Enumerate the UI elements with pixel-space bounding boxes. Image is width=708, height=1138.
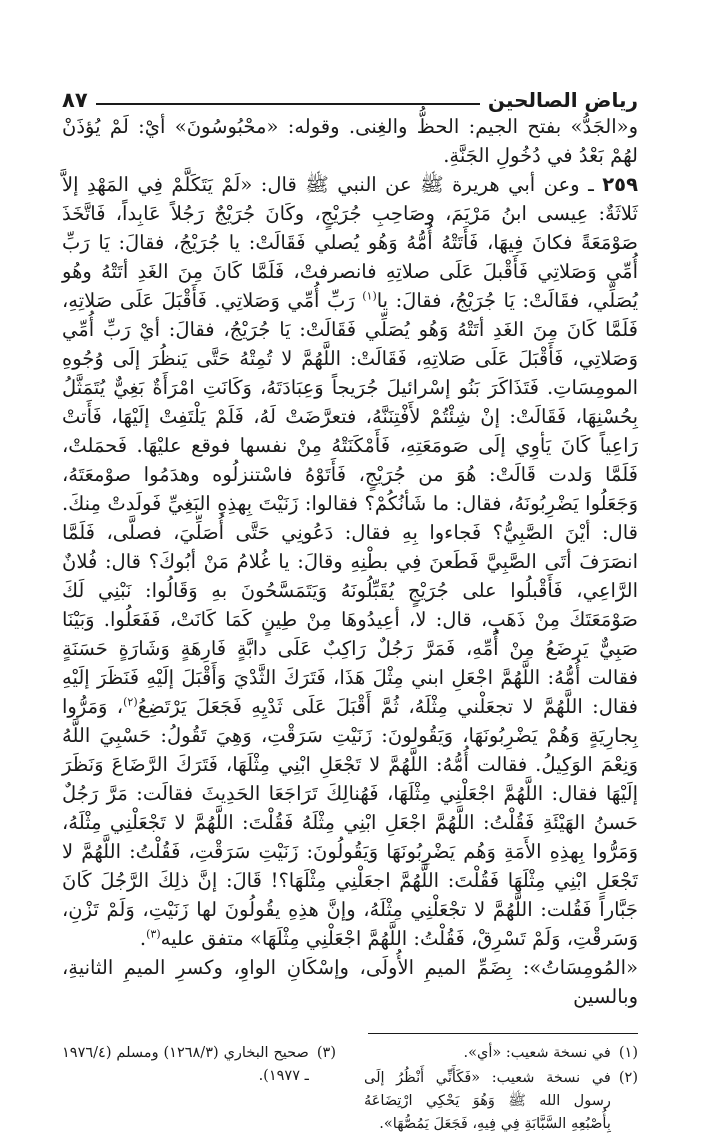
footnote-ref-3[interactable]: (٣) [146, 927, 161, 941]
hadith-text-part-4: . [139, 927, 147, 950]
page-number: ٨٧ [62, 88, 88, 112]
hadith-text-part-2: رَبِّ أُمِّي وَصَلاتِي. فَأَقْبَلَ عَلَى صَلاتِهِ، فَلَمَّا كَانَ مِنَ الغَدِ أتَتْهُ وَهُو يُصَلِّي فَقَالَتْ: يَا جُرَيْجُ، فقالَ: أيْ رَبِّ أُمِّي وَصَلاتِي، فَأَقْبَلَ عَلَى صَلاتِهِ، فَقَالَتْ: اللَّهُمَّ لا تُمِتْهُ حَتَّى يَنظُرَ إلَى وُجُوهِ المومِسَاتِ. فَتَذَاكَرَ بَنُو إسْرائيلَ جُرَيجاً وَعِبَادَتَهُ، وَكَانَتِ امْرَأَةٌ بَغِيٌّ يُتَمَثَّلُ بِحُسْنِهَا، فَقَالَتْ: إنْ شِئْتُمْ لأَفْتِنَنَّهُ، فتعرَّضَتْ لَهُ، فَلَمْ يَلْتَفِتْ إلَيْهَا، فَأَتتْ رَاعِياً كَانَ يَأوِي إلَى صَومَعَتِهِ، فَأَمْكَنَتْهُ مِنْ نفسها فوقع عليْهَا. فَحمَلتْ، فَلَمَّا وَلدت قَالَتْ: هُوَ من جُرَيْجٍ، فَأَتَوْهُ فاسْتنزلُوه وهدَمُوا صوْمعَتَهُ، وَجَعَلُوا يَضْرِبُونَهُ، فقال: ما شَأنُكُمْ؟ فقالوا: زَنَيْتَ بِهذِهِ البَغِيِّ فَولَدتْ مِنكَ. قال: أيْنَ الصَّبِيُّ؟ فَجاءوا بِهِ فقال: دَعُونِي حَتَّى أُصَلِّيَ، فصلَّى، فَلَمَّا انصَرَفَ أتَى الصَّبِيَّ فَطَعنَ فِي بطْنِهِ وقالَ: يا غُلامُ مَنْ أبُوكَ؟ قال: فُلانٌ الرَّاعِي، فَأَقْبلُوا على جُرَيْجٍ يُقَبِّلُونَهُ وَيَتَمَسَّحُونَ بهِ وَقَالُوا: نَبْنِي لَكَ صَوْمَعَتَكَ مِنْ ذَهَبٍ، قال: لا، أعِيدُوهَا مِنْ طِينٍ كَمَا كَانَتْ، فَفَعَلُوا. وَبَيْنَا صَبِيٌّ يَرضَعُ مِنْ أُمِّهِ، فَمَرَّ رَجُلٌ رَاكِبٌ عَلَى دابَّةٍ فَارِهَةٍ وَشَارَةٍ حَسَنَةٍ فقالت أُمُّهُ: اللَّهُمَّ اجْعَلِ ابني مِثْلَ هَذَا، فَتَرَكَ الثَّدْيَ وَأَقْبَلَ إلَيْهِ فَنَظَرَ إلَيْهِ فقال: اللَّهُمَّ لا تجعَلْني مِثْلَهُ، ثُمَّ أَقْبَلَ عَلَى ثَدْيِهِ فَجَعَلَ يَرْتَضِعُ [62, 289, 638, 718]
page-header [62, 78, 638, 112]
footnote-1-number: (١) [618, 1045, 638, 1061]
footnote-3-text: صحيح البخاري (١٢٦٨/٣) ومسلم (١٩٧٦/٤ ـ ١٩٧٧). [62, 1045, 309, 1084]
gloss-paragraph-1: و«الجَدُّ» بفتح الجيم: الحظُّ والغِنى. وقوله: «محْبُوسُونَ» أيْ: لَمْ يُؤذَنْ لهُمْ بَعْدُ في دُخُولِ الجَنَّةِ. [62, 115, 638, 167]
footnote-3 [62, 1042, 336, 1088]
footnotes [62, 1042, 638, 1138]
footnotes-column-left [62, 1042, 336, 1138]
hadith-text-part-3: ، وَمَرُّوا بِجارِيَةٍ وَهُمْ يَضْرِبُونَهَا، وَيَقُولونَ: زَنَيْتِ سَرَقْتِ، وَهِيَ تَقُولُ: حَسْبِيَ اللَّهُ وَنِعْمَ الوَكِيلُ. فقالت أُمُّهُ: اللَّهُمَّ لا تَجْعَلِ ابْنِي مِثْلَهَا، فَتَرَكَ الرَّضَاعَ وَنَظَرَ إلَيْهَا فقال: اللَّهُمَّ اجْعَلْنِي مِثْلَهَا، فَهُنالِكَ تَرَاجَعَا الحَدِيثَ فقالَت: مَرَّ رَجُلٌ حَسنُ الهَيْئَةِ فَقُلْتُ: اللَّهُمَّ اجْعَلِ ابْنِي مِثْلَهُ فَقُلْتَ: اللَّهُمَّ لا تَجْعَلْنِي مِثْلَهُ، وَمَرُّوا بِهذِهِ الأَمَةِ وَهُم يَضْرِبُونَهَا وَيَقُولُونَ: زَنَيْتِ سَرَقْتِ، فَقُلْتُ: اللَّهُمَّ لا تَجْعَلِ ابْنِي مِثْلَهَا فَقُلْتَ: اللَّهُمَّ اجعَلْنِي مِثْلَهَا؟! قَالَ: إنَّ ذلِكَ الرَّجُلَ كَانَ جَبَّاراً فَقُلت: اللَّهُمَّ لا تجْعَلْنِي مِثْلَهُ، وإنَّ هذِهِ يقُولُونَ لها زَنَيْتِ، وَلَمْ تَزْنِ، وَسَرقْتِ، وَلَمْ تَسْرِقْ، فَقُلْتُ: اللَّهُمَّ اجْعَلْنِي مِثْلَهَا» متفق عليه [62, 695, 638, 950]
main-text [62, 112, 638, 1011]
gloss-paragraph-2: «المُومِسَاتُ»: بِضَمِّ الميمِ الأُولَى، وإسْكَانِ الواوِ، وكسرِ الميمِ الثانيةِ، وبالسين [62, 956, 638, 1008]
hadith-text-part-1: ـ وعن أبي هريرة ﷺ عن النبي ﷺ قال: «لَمْ يَتَكَلَّمْ فِي المَهْدِ إلاَّ ثَلاثَةٌ: عِيسى ابنُ مَرْيَمَ، وصَاحِبِ جُرَيْجٍ، وكَانَ جُرَيْجٌ رَجُلاً عَابِداً، فَاتَّخَذَ صَوْمَعَةً فكانَ فِيهَا، فَأَتَتْهُ أُمُّهُ وَهُو يُصلي فَقَالَتْ: يا جُرَيْجُ، فقالَ: يَا رَبِّ أُمِّي وَصَلاتِي فَأَقْبلَ عَلَى صلاتِهِ فانصرفتْ، فَلَمَّا كَانَ مِنَ الغَدِ أتَتْهُ وهُو يُصَلِّي، فقَالَتْ: يَا جُرَيْجُ، فقالَ: يا [62, 173, 638, 312]
footnotes-column-right [364, 1042, 638, 1138]
footnote-ref-2[interactable]: (٢) [123, 695, 138, 709]
footnote-2-number: (٢) [618, 1070, 638, 1086]
footnote-3-number: (٣) [316, 1045, 336, 1061]
footnote-ref-1[interactable]: (١) [362, 289, 377, 303]
hadith-number: ٢٥٩ [602, 173, 638, 196]
hadith-paragraph [62, 170, 638, 953]
footnote-1 [364, 1042, 638, 1065]
footnote-2 [364, 1067, 638, 1136]
book-title: رياض الصالحين [487, 88, 638, 112]
header-rule [96, 103, 480, 105]
footnote-1-text: في نسخة شعيب: «أي». [463, 1045, 611, 1061]
footnote-2-text: في نسخة شعيب: «فَكَأَنِّي أَنْظُرُ إلَى رسول الله ﷺ وَهُوَ يَحْكِي ارْتِضَاعَهُ بِأُصْبُعِهِ السَّبَّابَةِ فِي فِيهِ، فَجَعَلَ يَمُصُّهَا». [364, 1070, 611, 1132]
footnote-separator [368, 1033, 638, 1034]
